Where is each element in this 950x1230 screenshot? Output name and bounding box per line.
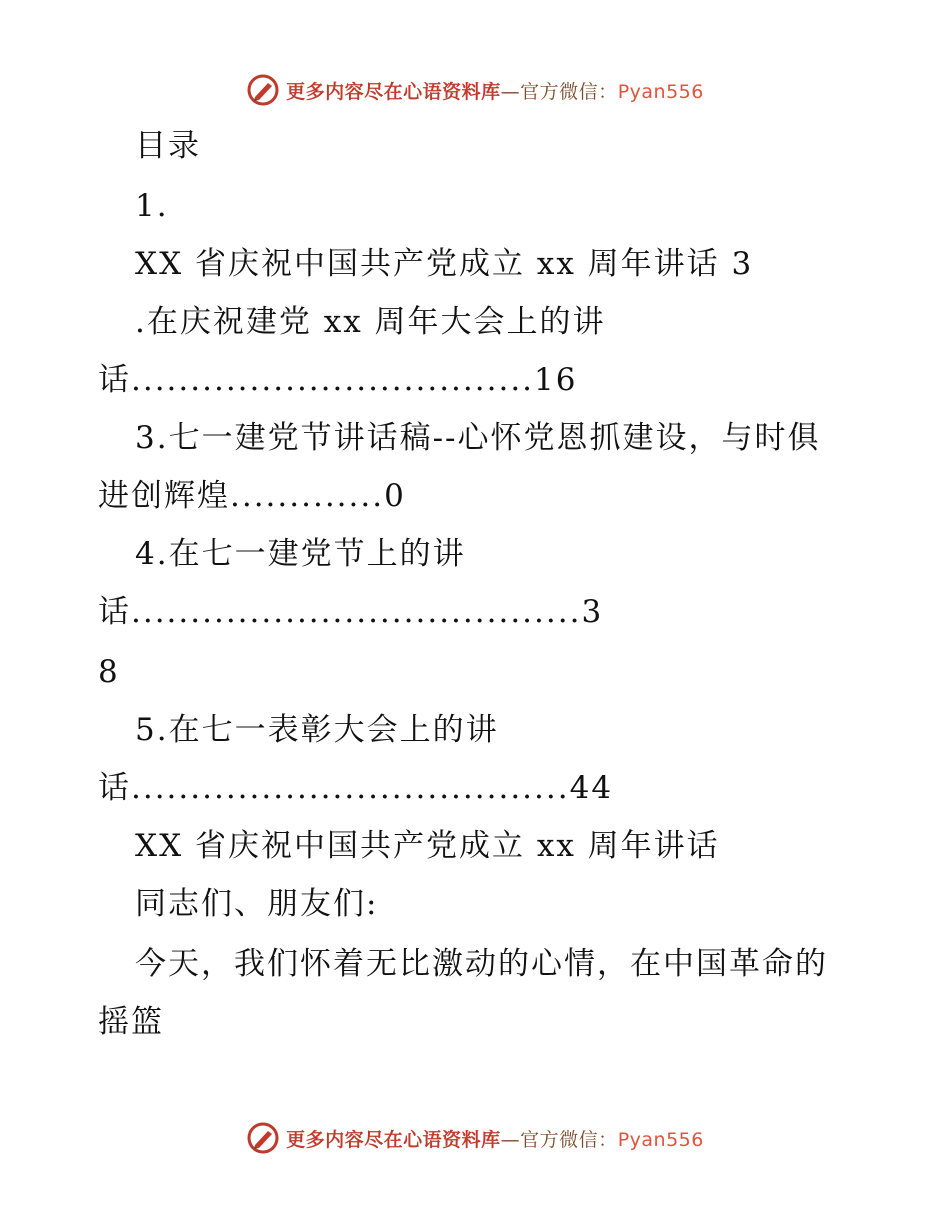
toc-line: 4.在七一建党节上的讲 [135,536,466,572]
toc-line: 5.在七一表彰大会上的讲 [135,712,499,748]
toc-title: 目录 [135,128,201,164]
toc-line: 进创辉煌.............0 [98,478,406,514]
toc-line: 8 [98,654,120,690]
toc-line: 话......................................3 [98,594,604,630]
toc-line: 话.....................................44 [98,770,614,806]
section-heading: XX 省庆祝中国共产党成立 xx 周年讲话 [135,828,720,864]
salutation: 同志们、朋友们: [135,886,379,922]
toc-line: 1. [135,188,169,224]
toc-line: XX 省庆祝中国共产党成立 xx 周年讲话 3 [135,246,754,282]
toc-line: 3.七一建党节讲话稿--心怀党恩抓建设，与时俱 [135,420,821,456]
body-paragraph: 今天，我们怀着无比激动的心情，在中国革命的 [135,946,828,982]
footer-watermark-banner [0,1118,950,1158]
toc-line: 话..................................16 [98,362,578,398]
toc-line: .在庆祝建党 xx 周年大会上的讲 [135,304,606,340]
pen-logo-icon [246,1121,280,1155]
pen-logo-icon [246,73,280,107]
header-watermark-banner [0,70,950,110]
banner-text: 更多内容尽在心语资料库—官方微信：Pyan556 [286,1128,704,1151]
body-paragraph: 摇篮 [98,1004,164,1040]
banner-text: 更多内容尽在心语资料库—官方微信：Pyan556 [286,80,704,103]
